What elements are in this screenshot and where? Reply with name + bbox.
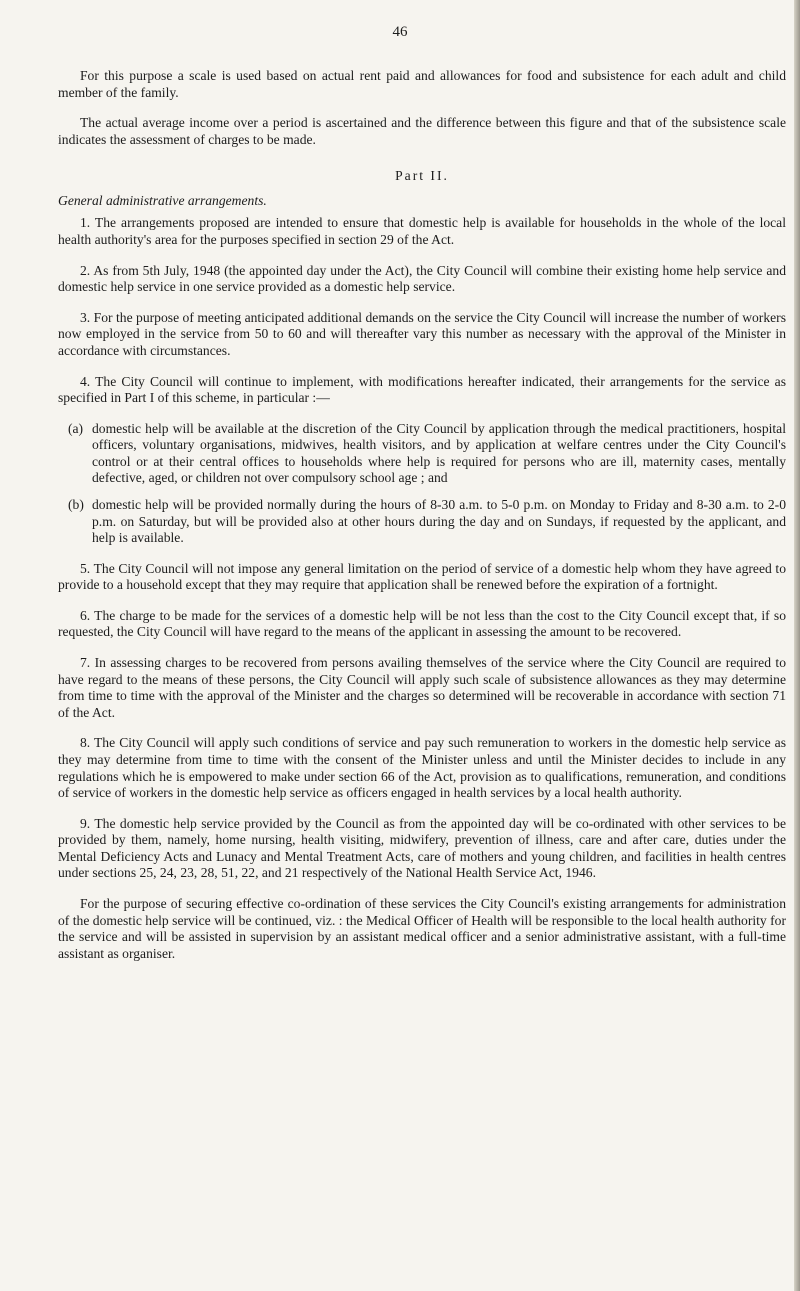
numbered-paragraph: 9. The domestic help service provided by the Council as from the appointed day will be co-ordinated with other services to be provided by them, namely, home nursing, health visiting, midwifery, prevention of illness, care and after care, duties under the Mental Deficiency Acts and Lunacy and Mental Treatment Acts, care of mothers and young children, and facilities in health centres under sections 25, 24, 23, 28, 51, 22, and 21 respectively of the National Health Service Act, 1946. bbox=[58, 815, 786, 881]
numbered-paragraph: 4. The City Council will continue to implement, with modifications hereafter indicated, their arrangements for the service as specified in Part I of this scheme, in particular :— bbox=[58, 373, 786, 406]
numbered-paragraph: 5. The City Council will not impose any general limitation on the period of service of a domestic help whom they have agreed to provide to a household except that they may require that application shall be renewed before the expiration of a fortnight. bbox=[58, 560, 786, 593]
section-heading: General administrative arrangements. bbox=[58, 192, 267, 208]
numbered-paragraph: 1. The arrangements proposed are intended to ensure that domestic help is available for households in the whole of the local health authority's area for the purposes specified in section 29 of the Act. bbox=[58, 215, 786, 248]
sub-item-text: domestic help will be provided normally during the hours of 8-30 a.m. to 5-0 p.m. on Monday to Friday and 8-30 a.m. to 2-0 p.m. on Saturday, but will be provided also at other hours during the day and on Sundays, if requested by the applicant, and help is available. bbox=[92, 496, 786, 546]
numbered-paragraph: 6. The charge to be made for the services of a domestic help will be not less than the cost to the City Council except that, if so requested, the City Council will have regard to the means of the applicant in assessing the amount to be recovered. bbox=[58, 607, 786, 640]
sub-item bbox=[58, 421, 786, 487]
document-body bbox=[58, 68, 786, 976]
closing-paragraph: For the purpose of securing effective co-ordination of these services the City Council's existing arrangements for administration of the domestic help service will be continued, viz. : the Medical Officer of Health will be responsible to the local health authority for the service and will be assisted in supervision by an assistant medical officer and a senior administrative assistant, with a full-time assistant as organiser. bbox=[58, 895, 786, 961]
numbered-paragraph: 3. For the purpose of meeting anticipated additional demands on the service the City Council will increase the number of workers now employed in the service from 50 to 60 and will thereafter vary this number as necessary with the approval of the Minister in accordance with circumstances. bbox=[58, 309, 786, 358]
numbered-paragraph: 7. In assessing charges to be recovered from persons availing themselves of the service where the City Council are required to have regard to the means of these persons, the City Council will apply such scale of subsistence allowances as they may determine from time to time with the approval of the Minister and the charges so determined will be recoverable in accordance with section 71 of the Act. bbox=[58, 655, 786, 720]
page-edge bbox=[794, 0, 800, 1291]
part-heading: Part II. bbox=[395, 168, 449, 184]
sub-item-text: domestic help will be available at the discretion of the City Council by application through the medical practitioners, hospital officers, voluntary organisations, midwives, health visitors, and by application at welfare centres under the City Council's control or at their central offices to households where help is required for persons who are ill, maternity cases, mentally defective, aged, or children not over compulsory school age ; and bbox=[92, 420, 786, 486]
numbered-paragraph: 2. As from 5th July, 1948 (the appointed day under the Act), the City Council will combine their existing home help service and domestic help service in one service provided as a domestic help service. bbox=[58, 262, 786, 295]
sub-item-label: (b) bbox=[68, 496, 84, 512]
numbered-paragraph: 8. The City Council will apply such conditions of service and pay such remuneration to workers in the domestic help service as they may determine from time to time with the consent of the Minister unless and until the Minister decides to include in any regulations which he is empowered to make under section 66 of the Act, provision as to qualifications, remuneration, and conditions of service of workers in the domestic help service as officers engaged in health services by a local health authority. bbox=[58, 735, 786, 801]
intro-paragraph: The actual average income over a period is ascertained and the difference between this figure and that of the subsistence scale indicates the assessment of charges to be made. bbox=[58, 115, 786, 147]
sub-item-label: (a) bbox=[68, 420, 84, 436]
page-number: 46 bbox=[392, 24, 408, 40]
sub-item bbox=[58, 497, 786, 547]
intro-paragraph: For this purpose a scale is used based on actual rent paid and allowances for food and subsistence for each adult and child member of the family. bbox=[58, 68, 786, 100]
